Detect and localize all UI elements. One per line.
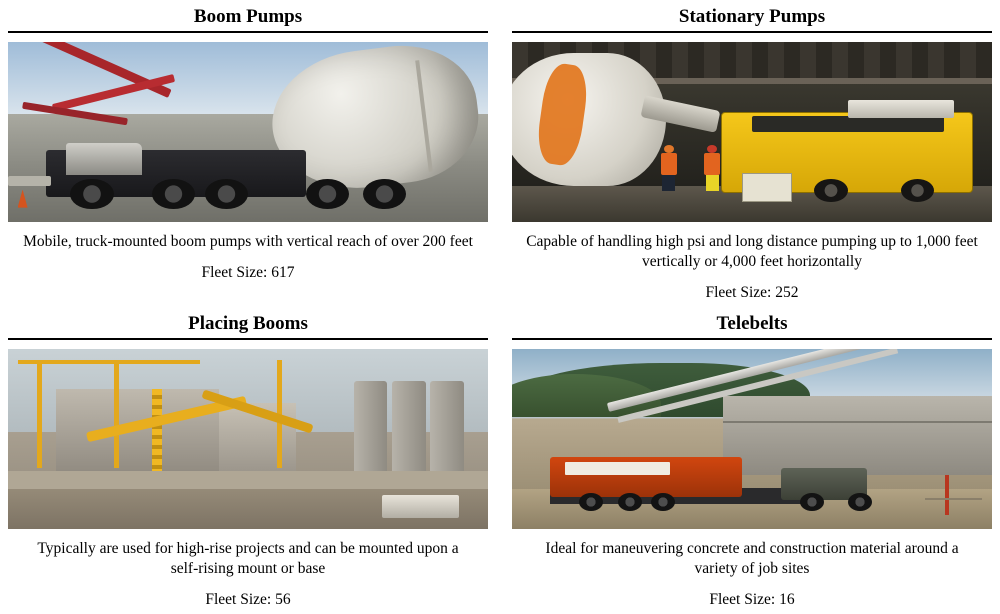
- card-fleet-size-stationary-pumps: Fleet Size: 252: [705, 284, 799, 301]
- card-image-placing-booms: [8, 349, 488, 529]
- card-image-boom-pumps: [8, 42, 488, 222]
- card-caption-placing-booms: Typically are used for high-rise projects and can be mounted upon a self-rising mount or base: [37, 540, 459, 577]
- equipment-card-stationary-pumps: [512, 0, 992, 307]
- card-caption-boom-pumps: Mobile, truck-mounted boom pumps with vertical reach of over 200 feet: [23, 233, 473, 250]
- card-fleet-size-telebelts: Fleet Size: 16: [709, 591, 795, 608]
- card-caption-telebelts: Ideal for maneuvering concrete and construction material around a variety of job sites: [545, 540, 959, 577]
- card-title-telebelts: Telebelts: [512, 313, 992, 340]
- card-image-telebelts: [512, 349, 992, 529]
- card-title-placing-booms: Placing Booms: [8, 313, 488, 340]
- card-title-boom-pumps: Boom Pumps: [8, 6, 488, 33]
- card-fleet-size-placing-booms: Fleet Size: 56: [205, 591, 291, 608]
- equipment-card-boom-pumps: [8, 0, 488, 307]
- card-fleet-size-boom-pumps: Fleet Size: 617: [201, 264, 295, 281]
- card-caption-stationary-pumps: Capable of handling high psi and long distance pumping up to 1,000 feet vertically or 4,000 feet horizontally: [526, 233, 978, 270]
- equipment-card-telebelts: [512, 307, 992, 614]
- equipment-card-placing-booms: [8, 307, 488, 614]
- card-image-stationary-pumps: [512, 42, 992, 222]
- card-title-stationary-pumps: Stationary Pumps: [512, 6, 992, 33]
